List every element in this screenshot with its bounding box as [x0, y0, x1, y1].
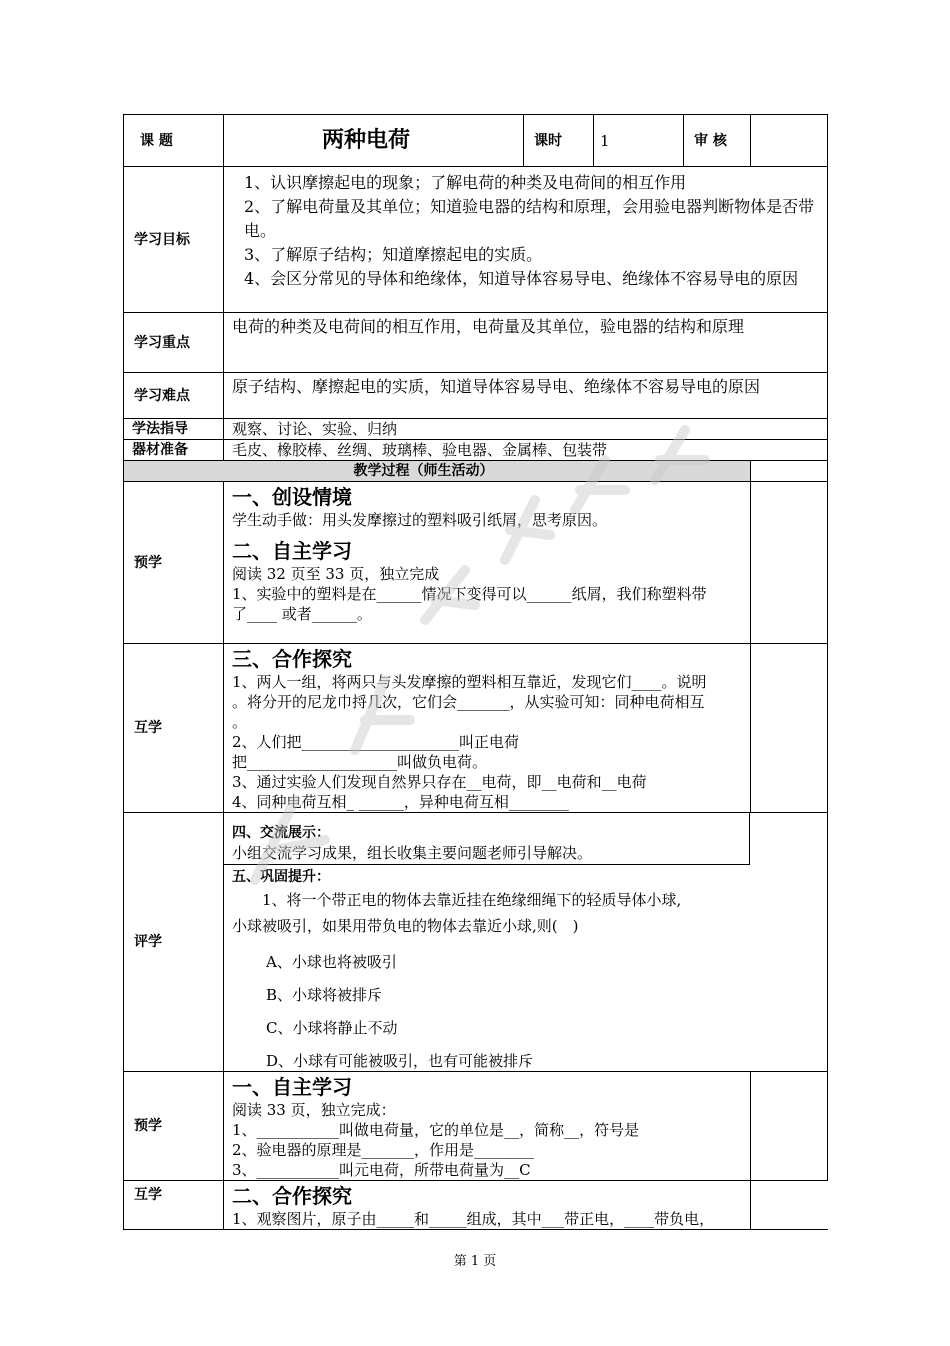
- method-label: 学法指导: [124, 419, 224, 440]
- preview1-label: 预学: [124, 482, 224, 644]
- text-line: 学生动手做：用头发摩擦过的塑料吸引纸屑，思考原因。: [232, 511, 608, 529]
- option-d: D、小球有可能被吸引，也有可能被排斥: [266, 1052, 534, 1070]
- lesson-plan-table: [123, 114, 828, 1230]
- preview1-cell: [224, 482, 751, 644]
- goal-item: 3、了解原子结构；知道摩擦起电的实质。: [244, 245, 543, 264]
- hours-label: 课时: [524, 115, 594, 167]
- goals-label: 学习目标: [124, 167, 224, 313]
- topic-label: 课 题: [124, 115, 224, 167]
- goals-cell: [224, 167, 828, 313]
- preview2-label: 预学: [124, 1072, 224, 1181]
- exchange-heading: 四、交流展示：: [232, 825, 330, 841]
- mutual1-label: 互学: [124, 644, 224, 813]
- section-heading: 二、自主学习: [232, 539, 352, 563]
- text-line: 小组交流学习成果，组长收集主要问题老师引导解决。: [232, 844, 593, 862]
- review-value: [751, 115, 828, 167]
- text-line: 。: [232, 713, 248, 731]
- section-heading: 三、合作探究: [232, 647, 352, 671]
- fill-line: 1、观察图片，原子由_____和_____组成，其中___带正电，____带负电，: [232, 1210, 715, 1228]
- text-line: 阅读 33 页，独立完成：: [232, 1101, 396, 1119]
- focus-label: 学习重点: [124, 313, 224, 373]
- section-heading: 一、创设情境: [232, 485, 352, 509]
- evaluate-cell: [224, 813, 828, 1072]
- fill-line: 2、验电器的原理是_______，作用是________: [232, 1141, 535, 1159]
- fill-line: 1、两人一组，将两只与头发摩擦的塑料相互靠近，发现它们____。说明: [232, 673, 707, 691]
- goal-item: 2、了解电荷量及其单位；知道验电器的结构和原理，会用验电器判断物体是否带电。: [244, 197, 815, 240]
- difficulty-text: 原子结构、摩擦起电的实质，知道导体容易导电、绝缘体不容易导电的原因: [224, 373, 828, 419]
- preview2-cell: [224, 1072, 751, 1181]
- page-number: 第 1 页: [453, 1254, 497, 1269]
- question-line: 1、将一个带正电的物体去靠近挂在绝缘细绳下的轻质导体小球,: [262, 891, 682, 909]
- fill-line: 3、通过实验人们发现自然界只存在__电荷，即__电荷和__电荷: [232, 773, 647, 791]
- fill-line: 了____ 或者______。: [232, 605, 372, 623]
- focus-text: 电荷的种类及电荷间的相互作用，电荷量及其单位，验电器的结构和原理: [224, 313, 828, 373]
- mutual2-cell: [224, 1181, 751, 1230]
- text-line: 阅读 32 页至 33 页，独立完成: [232, 565, 440, 583]
- mutual2-label: 互学: [124, 1181, 224, 1230]
- page-title: 两种电荷: [224, 115, 524, 167]
- fill-line: 4、同种电荷互相_ ______，异种电荷互相________: [232, 793, 569, 811]
- question-line: 小球被吸引，如果用带负电的物体去靠近小球,则( ): [232, 917, 579, 935]
- goal-item: 1、认识摩擦起电的现象；了解电荷的种类及电荷间的相互作用: [244, 173, 687, 192]
- mutual1-cell: [224, 644, 751, 813]
- difficulty-label: 学习难点: [124, 373, 224, 419]
- section-heading: 一、自主学习: [232, 1075, 352, 1099]
- hours-value: 1: [594, 115, 684, 167]
- section-heading: 二、合作探究: [232, 1184, 352, 1208]
- fill-line: 3、___________叫元电荷，所带电荷量为__C: [232, 1161, 531, 1179]
- equipment-text: 毛皮、橡胶棒、丝绸、玻璃棒、验电器、金属棒、包装带: [224, 440, 828, 461]
- option-b: B、小球将被排斥: [266, 986, 383, 1004]
- process-title: 教学过程（师生活动）: [224, 461, 751, 482]
- fill-line: 2、人们把_____________________叫正电荷: [232, 733, 520, 751]
- review-label: 审 核: [684, 115, 751, 167]
- goal-item: 4、会区分常见的导体和绝缘体，知道导体容易导电、绝缘体不容易导电的原因: [244, 269, 799, 288]
- evaluate-label: 评学: [124, 813, 224, 1072]
- equipment-label: 器材准备: [124, 440, 224, 461]
- option-c: C、小球将静止不动: [266, 1019, 398, 1037]
- method-text: 观察、讨论、实验、归纳: [224, 419, 828, 440]
- option-a: A、小球也将被吸引: [266, 953, 397, 971]
- fill-line: 1、实验中的塑料是在______情况下变得可以______纸屑，我们称塑料带: [232, 585, 707, 603]
- consolidate-heading: 五、巩固提升：: [232, 869, 330, 885]
- fill-line: 1、___________叫做电荷量，它的单位是__，简称__，符号是: [232, 1121, 640, 1139]
- fill-line: 把____________________叫做负电荷。: [232, 753, 488, 771]
- fill-line: 。将分开的尼龙巾捋几次，它们会_______，从实验可知：同种电荷相互: [232, 693, 705, 711]
